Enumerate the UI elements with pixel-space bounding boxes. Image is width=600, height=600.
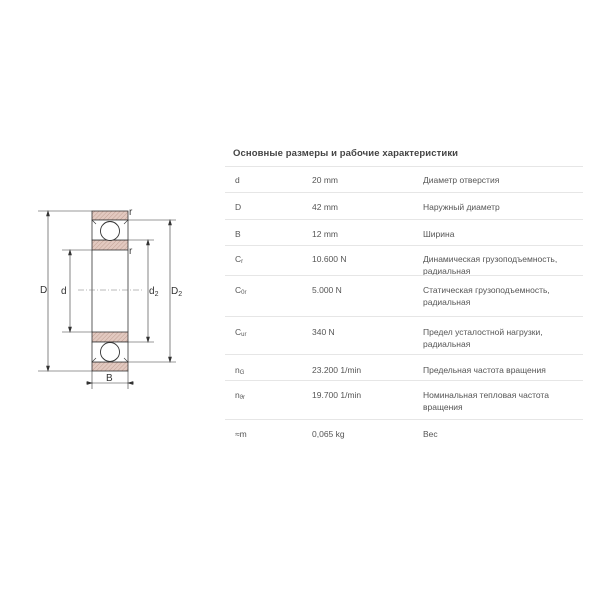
spec-description: Статическая грузоподъемность, радиальная [423, 285, 550, 307]
spec-description: Вес [423, 429, 438, 439]
spec-value: 340 N [312, 327, 335, 337]
label-D: D [40, 285, 48, 296]
spec-row-limiting-speed [225, 354, 583, 380]
spec-symbol: $C_{ur}$ [235, 327, 247, 338]
spec-description: Динамическая грузоподъемность, радиальная [423, 254, 558, 276]
label-d2: $d_2$ [149, 286, 159, 298]
spec-value: 0,065 kg [312, 429, 345, 439]
spec-table [225, 146, 583, 448]
spec-value: 23.200 1/min [312, 365, 362, 375]
spec-row-outer-diameter [225, 192, 583, 219]
label-d: d [61, 286, 67, 297]
label-r-top: r [129, 207, 133, 218]
spec-value: 20 mm [312, 175, 338, 185]
spec-symbol: d [235, 175, 240, 185]
spec-value: 19.700 1/min [312, 390, 362, 400]
spec-value: 5.000 N [312, 285, 342, 295]
spec-description: Номинальная тепловая частота вращения [423, 390, 549, 412]
spec-symbol: $n_G$ [235, 365, 245, 376]
spec-symbol: ≈m [235, 429, 247, 439]
spec-value: 10.600 N [312, 254, 347, 264]
spec-symbol: D [235, 202, 242, 212]
spec-row-bore [225, 166, 583, 192]
spec-description: Наружный диаметр [423, 202, 500, 212]
spec-symbol: B [235, 229, 241, 239]
label-B: B [106, 373, 113, 384]
label-D2: $D_2$ [171, 286, 183, 298]
spec-symbol: $C_r$ [235, 254, 244, 265]
spec-row-thermal-speed [225, 380, 583, 419]
bearing-cross-section [78, 211, 142, 371]
spec-value: 12 mm [312, 229, 338, 239]
spec-value: 42 mm [312, 202, 338, 212]
spec-description: Диаметр отверстия [423, 175, 500, 185]
spec-title: Основные размеры и рабочие характеристики [233, 148, 459, 159]
spec-row-dynamic-load [225, 245, 583, 275]
spec-symbol: $C_{0r}$ [235, 285, 247, 296]
spec-symbol: $n_{ϑr}$ [235, 390, 246, 401]
spec-row-width [225, 219, 583, 245]
spec-row-weight [225, 419, 583, 448]
bearing-drawing [30, 195, 210, 390]
spec-row-static-load [225, 275, 583, 316]
label-r-mid: r [129, 246, 133, 257]
spec-description: Предельная частота вращения [423, 365, 546, 375]
spec-description: Ширина [423, 229, 455, 239]
spec-row-fatigue-limit [225, 316, 583, 354]
spec-description: Предел усталостной нагрузки, радиальная [423, 327, 543, 349]
